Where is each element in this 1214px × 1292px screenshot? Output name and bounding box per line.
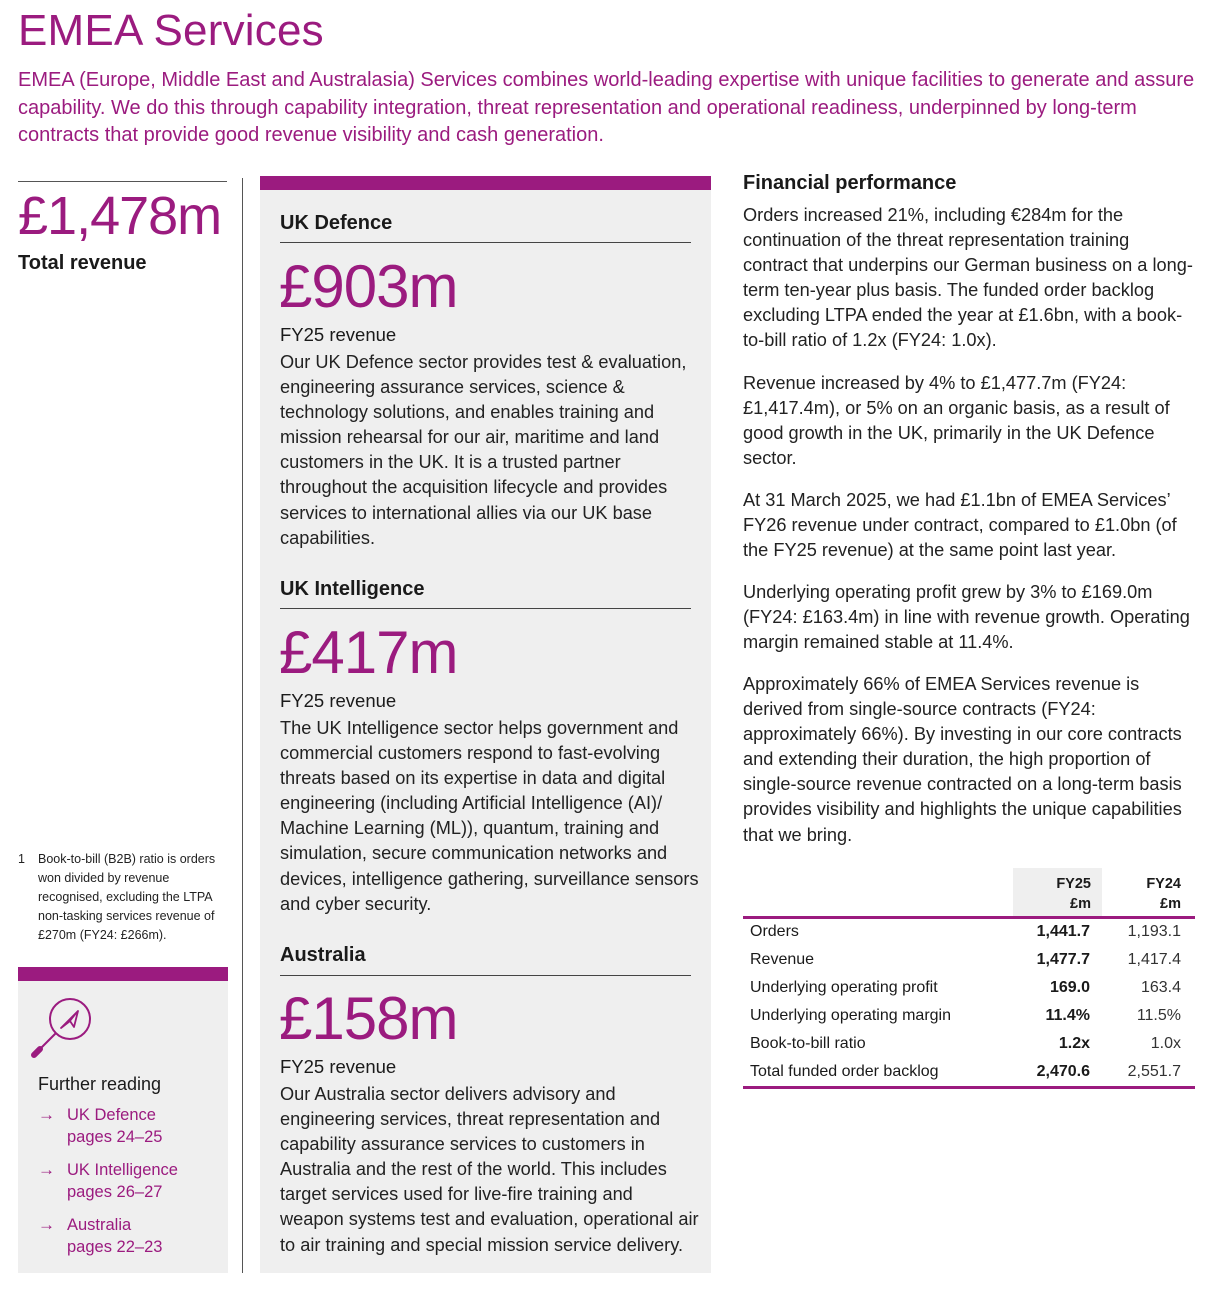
value-fy25: 1,441.7 <box>1036 923 1090 940</box>
sector-title-uk-intelligence: UK Intelligence <box>280 578 425 600</box>
value-fy25: 1.2x <box>1058 1035 1090 1052</box>
sectors-panel <box>260 176 711 1273</box>
link-title: UK Intelligence <box>67 1161 178 1179</box>
intro-paragraph: EMEA (Europe, Middle East and Australasia) Services combines world-leading expertise with unique facilities to generate and assure capability. We do this through capability integration, threat representation and operational readiness, underpinned by long-term contracts that provide good revenue visibility and cash generation. <box>18 69 1195 146</box>
arrow-right-icon: → <box>38 1105 55 1124</box>
sector-value-uk-intelligence: £417m <box>279 619 458 686</box>
link-australia[interactable] <box>38 1214 162 1258</box>
sector-value-australia: £158m <box>279 985 458 1052</box>
link-title: Australia <box>67 1216 132 1234</box>
further-reading-panel <box>18 967 228 1273</box>
column-divider <box>242 178 243 1273</box>
value-fy24: 11.5% <box>1136 1007 1181 1024</box>
financial-paragraph: At 31 March 2025, we had £1.1bn of EMEA Services’ FY26 revenue under contract, compared to £1.0bn (of the FY25 revenue) at the same point last year. <box>743 490 1177 561</box>
table-row <box>743 1003 1195 1031</box>
footnote <box>18 850 228 945</box>
table-row <box>743 919 1195 947</box>
financial-paragraph: Underlying operating profit grew by 3% to £169.0m (FY24: £163.4m) in line with revenue growth. Operating margin remained stable at 11.4%. <box>743 582 1190 653</box>
col-header-fy25 <box>1013 874 1091 914</box>
divider <box>18 181 227 182</box>
link-pages: pages 22–23 <box>67 1238 163 1256</box>
table-row <box>743 975 1195 1003</box>
sector-label: FY25 revenue <box>280 324 397 345</box>
col-header-line: FY25 <box>1056 876 1091 892</box>
further-reading-title: Further reading <box>38 1074 162 1094</box>
table-row <box>743 1059 1195 1087</box>
page-title: EMEA Services <box>18 6 324 55</box>
sector-label: FY25 revenue <box>280 690 397 711</box>
link-pages: pages 24–25 <box>67 1128 163 1146</box>
arrow-right-icon: → <box>38 1160 55 1179</box>
value-fy24: 2,551.7 <box>1127 1063 1181 1080</box>
col-header-unit: £m <box>1160 896 1181 912</box>
sector-description: Our UK Defence sector provides test & evaluation, engineering assurance services, science & technology solutions, and enables training and mission rehearsal for our air, maritime and land customers in the UK. It is a trusted partner throughout the acquisition lifecycle and provides services to international allies via our UK base capabilities. <box>280 352 687 548</box>
magnifier-arrow-icon <box>30 997 98 1059</box>
row-label: Book-to-bill ratio <box>750 1035 866 1052</box>
col-header-fy24 <box>1103 874 1181 914</box>
sector-title-uk-defence: UK Defence <box>280 212 393 234</box>
panel-accent-bar <box>18 967 228 981</box>
link-uk-defence[interactable] <box>38 1104 162 1148</box>
row-label: Revenue <box>750 951 815 968</box>
link-pages: pages 26–27 <box>67 1183 163 1201</box>
footnote-text: Book-to-bill (B2B) ratio is orders won divided by revenue recognised, excluding the LTPA non-tasking services revenue of £270m (FY24: £266m). <box>38 852 216 942</box>
row-label: Orders <box>750 923 799 940</box>
panel-accent-bar <box>260 176 711 190</box>
col-header-unit: £m <box>1070 896 1091 912</box>
value-fy24: 1,417.4 <box>1127 951 1181 968</box>
link-title: UK Defence <box>67 1106 156 1124</box>
financial-paragraph: Orders increased 21%, including €284m for the continuation of the threat representation training contract that underpins our German business on a long-term ten-year plus basis. The funded order backlog excluding LTPA ended the year at £1.6bn, with a book-to-bill ratio of 1.2x (FY24: 1.0x). <box>743 205 1193 351</box>
financial-paragraph: Revenue increased by 4% to £1,477.7m (FY24: £1,417.4m), or 5% on an organic basis, as a result of good growth in the UK, primarily in the UK Defence sector. <box>743 373 1170 469</box>
value-fy24: 1,193.1 <box>1127 923 1181 940</box>
col-header-line: FY24 <box>1146 876 1181 892</box>
value-fy25: 169.0 <box>1049 979 1090 996</box>
link-uk-intelligence[interactable] <box>38 1159 178 1203</box>
row-label: Underlying operating margin <box>750 1007 951 1024</box>
value-fy25: 1,477.7 <box>1036 951 1090 968</box>
table-row <box>743 1031 1195 1059</box>
value-fy24: 1.0x <box>1150 1035 1181 1052</box>
sector-value-uk-defence: £903m <box>279 253 458 320</box>
value-fy25: 2,470.6 <box>1036 1063 1090 1080</box>
sector-title-australia: Australia <box>280 944 366 966</box>
financial-paragraph: Approximately 66% of EMEA Services revenue is derived from single-source contracts (FY24: approximately 66%). By investing in our core contracts and extending their duration, the high proportion of single-source revenue contracted on a long-term basis provides visibility and highlights the unique capabilities that we bring. <box>743 674 1182 845</box>
table-row <box>743 947 1195 975</box>
divider <box>280 975 691 976</box>
divider <box>280 608 691 609</box>
value-fy24: 163.4 <box>1140 979 1181 996</box>
row-label: Total funded order backlog <box>750 1063 939 1080</box>
total-revenue-label: Total revenue <box>18 252 147 274</box>
footnote-number: 1 <box>18 852 25 866</box>
row-label: Underlying operating profit <box>750 979 938 996</box>
arrow-right-icon: → <box>38 1215 55 1234</box>
financial-performance-heading: Financial performance <box>743 172 957 194</box>
divider <box>280 242 691 243</box>
sector-description: The UK Intelligence sector helps government and commercial customers respond to fast-evolving threats based on its expertise in data and digital engineering (including Artificial Intelligence (AI)/ Machine Learning (ML)), quantum, training and simulation, secure communication networks and devices, intelligence gathering, surveillance sensors and cyber security. <box>280 718 699 914</box>
total-revenue-value: £1,478m <box>18 186 222 246</box>
table-rule <box>743 1086 1195 1089</box>
sector-description: Our Australia sector delivers advisory and engineering services, threat representation and capability assurance services to customers in Australia and the rest of the world. This includes target services used for live-fire training and weapon systems test and evaluation, operational air to air training and special mission service delivery. <box>280 1084 699 1255</box>
sector-label: FY25 revenue <box>280 1056 397 1077</box>
value-fy25: 11.4% <box>1045 1007 1090 1024</box>
